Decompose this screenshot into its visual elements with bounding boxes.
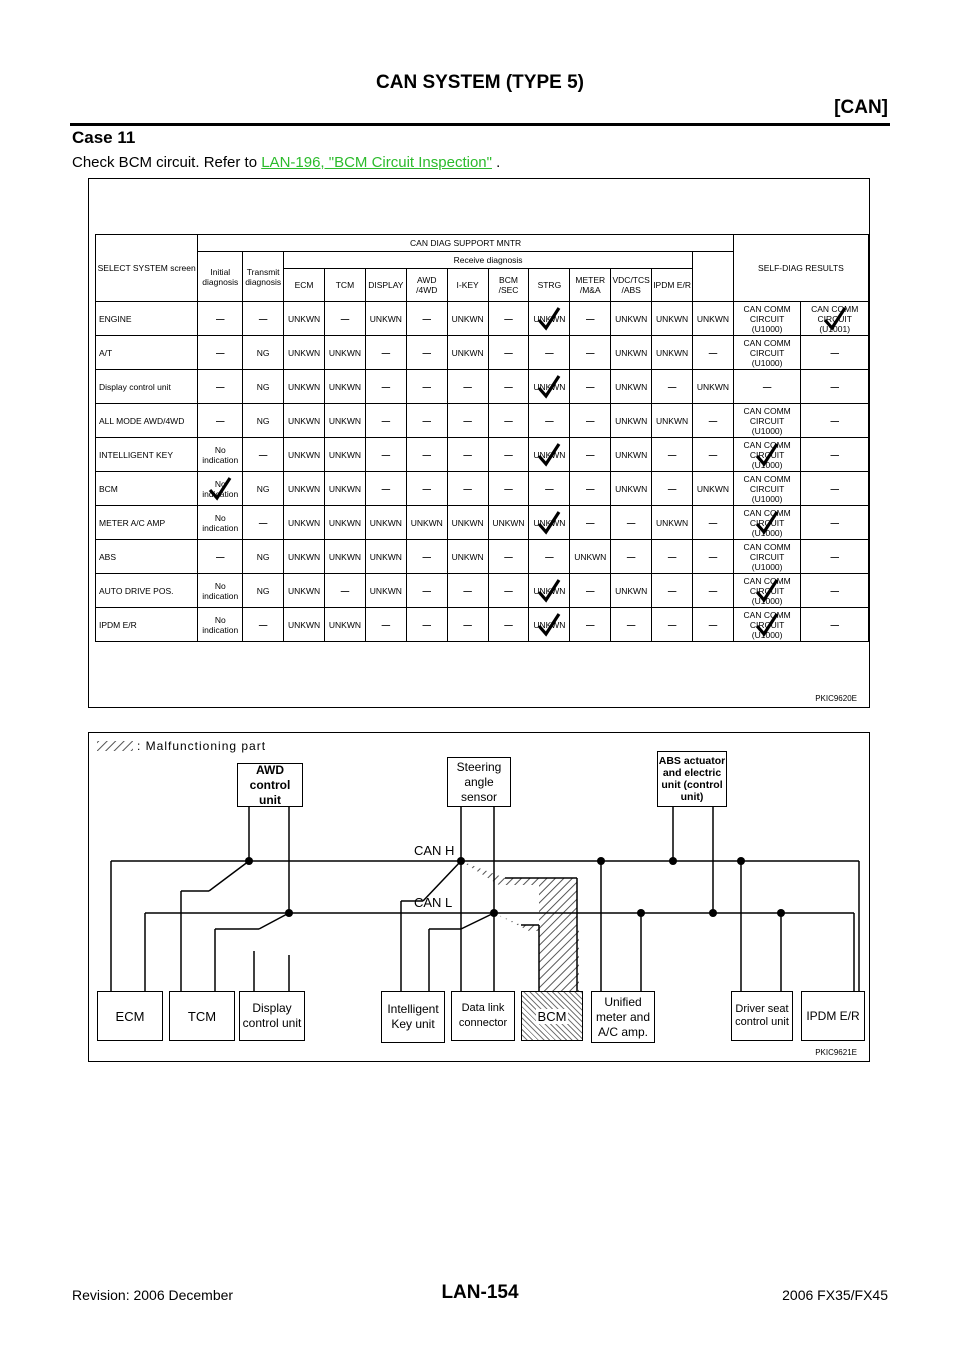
header-rule (70, 123, 890, 126)
diag-cell: — (488, 540, 529, 574)
diag-cell: — (243, 608, 284, 642)
diag-cell: UNKWN (611, 370, 652, 404)
diag-cell: — (652, 608, 693, 642)
diag-cell: — (611, 540, 652, 574)
diag-cell: — (406, 302, 447, 336)
case-title: Case 11 (72, 128, 136, 147)
header-column: METER /M&A (570, 269, 611, 302)
diag-cell: — (406, 404, 447, 438)
diag-cell: — (365, 370, 406, 404)
table-row (96, 574, 869, 608)
system-name: METER A/C AMP (96, 506, 198, 540)
diag-cell: UNKWN (325, 506, 366, 540)
check-mark-icon (755, 510, 779, 536)
header-column: BCM /SEC (488, 269, 529, 302)
footer-revision: Revision: 2006 December (72, 1287, 234, 1303)
diag-cell: UNKWN (325, 370, 366, 404)
diag-cell: — (447, 404, 488, 438)
diag-cell: — (198, 370, 243, 404)
header-column: STRG (529, 269, 570, 302)
diag-cell: — (198, 404, 243, 438)
diag-cell: UNKWN (652, 506, 693, 540)
can-h-label: CAN H (414, 843, 455, 858)
diag-cell: — (693, 540, 734, 574)
self-diag-cell: — (801, 336, 869, 370)
diag-cell: UNKWN (529, 370, 570, 404)
footer-model: 2006 FX35/FX45 (782, 1287, 888, 1303)
diag-cell: — (447, 574, 488, 608)
header-column: IPDM E/R (652, 269, 693, 302)
ecm-box: ECM (97, 991, 163, 1041)
diag-cell: — (529, 336, 570, 370)
diag-cell: — (652, 472, 693, 506)
diag-cell: — (365, 438, 406, 472)
diag-cell: — (488, 302, 529, 336)
self-diag-cell: CAN COMM CIRCUIT (U1000) (733, 608, 801, 642)
diag-cell: No indication (198, 438, 243, 472)
diag-cell: — (570, 506, 611, 540)
diag-cell: UNKWN (365, 574, 406, 608)
diag-cell: UNKWN (529, 438, 570, 472)
diag-cell: UNKWN (611, 438, 652, 472)
diag-cell: — (570, 608, 611, 642)
header-column: AWD /4WD (406, 269, 447, 302)
table-row (96, 336, 869, 370)
diag-cell: UNKWN (693, 370, 734, 404)
diag-cell: — (570, 472, 611, 506)
diag-cell: UNKWN (652, 336, 693, 370)
diag-cell: NG (243, 540, 284, 574)
diag-cell: UNKWN (611, 302, 652, 336)
abs-actuator-box: ABS actuator and electric unit (control unit) (657, 751, 727, 807)
self-diag-cell: CAN COMM CIRCUIT (U1000) (733, 336, 801, 370)
table-row (96, 506, 869, 540)
self-diag-cell: — (801, 472, 869, 506)
diag-cell: — (406, 472, 447, 506)
diag-cell: UNKWN (365, 506, 406, 540)
check-mark-icon (537, 612, 561, 638)
check-mark-icon (208, 476, 232, 502)
table-row (96, 540, 869, 574)
diag-cell: UNKWN (325, 540, 366, 574)
diag-cell: UNKWN (325, 438, 366, 472)
self-diag-cell: CAN COMM CIRCUIT (U1000) (733, 574, 801, 608)
can-diag-table (95, 234, 869, 642)
diag-cell: UNKWN (611, 472, 652, 506)
diag-cell: — (693, 438, 734, 472)
diag-cell: — (447, 370, 488, 404)
diag-cell: UNKWN (325, 336, 366, 370)
diag-cell: — (570, 336, 611, 370)
diag-cell: UNKWN (365, 302, 406, 336)
header-column: VDC/TCS /ABS (611, 269, 652, 302)
table-row (96, 608, 869, 642)
diag-cell: — (365, 336, 406, 370)
diag-cell: UNKWN (447, 302, 488, 336)
diag-cell: — (693, 574, 734, 608)
self-diag-cell: — (801, 404, 869, 438)
diag-cell: — (570, 404, 611, 438)
diag-cell: UNKWN (284, 404, 325, 438)
diag-cell: — (447, 472, 488, 506)
diag-cell: — (365, 608, 406, 642)
diag-cell: — (198, 540, 243, 574)
intelligent-key-unit-box: Intelligent Key unit (381, 991, 445, 1043)
diag-cell: UNKWN (611, 336, 652, 370)
diag-cell: — (570, 302, 611, 336)
diag-cell: — (406, 438, 447, 472)
system-name: ABS (96, 540, 198, 574)
diag-cell: — (325, 302, 366, 336)
header-select-system: SELECT SYSTEM screen (96, 235, 198, 302)
diag-cell: UNKWN (447, 540, 488, 574)
check-mark-icon (537, 306, 561, 332)
diag-cell: NG (243, 404, 284, 438)
check-mark-icon (537, 510, 561, 536)
check-mark-icon (823, 306, 847, 332)
diag-cell: — (652, 540, 693, 574)
page-title: CAN SYSTEM (TYPE 5) (376, 72, 584, 93)
table-row (96, 370, 869, 404)
diag-cell: UNKWN (611, 574, 652, 608)
diag-cell: — (652, 370, 693, 404)
diag-cell: UNKWN (488, 506, 529, 540)
diag-cell: UNKWN (406, 506, 447, 540)
diag-cell: No indication (198, 608, 243, 642)
system-name: AUTO DRIVE POS. (96, 574, 198, 608)
instruction-text (72, 154, 500, 171)
diag-cell: — (488, 472, 529, 506)
diag-cell: UNKWN (284, 540, 325, 574)
legend-hatch-sample (97, 741, 133, 751)
diag-cell: — (488, 404, 529, 438)
instruction-suffix: . (491, 154, 501, 171)
section-label: [CAN] (834, 97, 888, 118)
table-row (96, 472, 869, 506)
diag-cell: — (488, 336, 529, 370)
diag-cell: — (447, 438, 488, 472)
header-column: ECM (284, 269, 325, 302)
instruction-prefix: Check BCM circuit. Refer to (72, 154, 262, 171)
header-self-diag: SELF-DIAG RESULTS (733, 235, 868, 302)
self-diag-cell: CAN COMM CIRCUIT (U1001) (801, 302, 869, 336)
diag-cell: — (570, 574, 611, 608)
diag-cell: — (447, 608, 488, 642)
system-name: ENGINE (96, 302, 198, 336)
legend-text: : Malfunctioning part (137, 739, 267, 753)
driver-seat-control-unit-box: Driver seat control unit (731, 991, 793, 1041)
awd-control-unit-box: AWD control unit (237, 763, 303, 807)
system-name: IPDM E/R (96, 608, 198, 642)
check-mark-icon (755, 578, 779, 604)
self-diag-cell: CAN COMM CIRCUIT (U1000) (733, 404, 801, 438)
bcm-circuit-inspection-link[interactable]: LAN-196, "BCM Circuit Inspection" (261, 154, 492, 171)
diag-cell: — (652, 574, 693, 608)
check-mark-icon (755, 612, 779, 638)
footer-page-number: LAN-154 (441, 1282, 519, 1303)
diag-cell: — (488, 438, 529, 472)
system-name: Display control unit (96, 370, 198, 404)
diag-cell: UNKWN (529, 608, 570, 642)
header-column: DISPLAY (365, 269, 406, 302)
diag-cell: UNKWN (652, 404, 693, 438)
table-row (96, 302, 869, 336)
header-column: I-KEY (447, 269, 488, 302)
unified-meter-box: Unified meter and A/C amp. (591, 991, 655, 1043)
diag-cell: — (365, 472, 406, 506)
diag-cell: — (406, 336, 447, 370)
diag-cell: — (406, 608, 447, 642)
check-mark-icon (537, 578, 561, 604)
diag-cell: UNKWN (529, 302, 570, 336)
diag-cell: UNKWN (284, 438, 325, 472)
check-mark-icon (537, 442, 561, 468)
self-diag-cell: CAN COMM CIRCUIT (U1000) (733, 540, 801, 574)
figure-code: PKIC9620E (815, 694, 857, 703)
diag-cell: — (365, 404, 406, 438)
diag-cell: UNKWN (570, 540, 611, 574)
diag-cell: — (243, 302, 284, 336)
data-link-connector-box: Data link connector (451, 991, 515, 1041)
self-diag-cell: — (801, 438, 869, 472)
self-diag-cell: CAN COMM CIRCUIT (U1000) (733, 506, 801, 540)
diag-cell: — (693, 608, 734, 642)
system-name: ALL MODE AWD/4WD (96, 404, 198, 438)
self-diag-cell: — (801, 370, 869, 404)
bcm-box: BCM (521, 991, 583, 1041)
diag-cell: — (570, 438, 611, 472)
table-row (96, 404, 869, 438)
system-name: BCM (96, 472, 198, 506)
diag-cell: — (406, 574, 447, 608)
display-control-unit-box: Display control unit (239, 991, 305, 1041)
header-column: TCM (325, 269, 366, 302)
diag-cell: UNKWN (325, 472, 366, 506)
diag-cell: UNKWN (447, 506, 488, 540)
diag-cell: UNKWN (284, 608, 325, 642)
diag-cell: — (198, 302, 243, 336)
diag-cell: UNKWN (447, 336, 488, 370)
diag-cell: No indication (198, 574, 243, 608)
diag-cell: — (406, 540, 447, 574)
diag-cell: No indication (198, 506, 243, 540)
diag-cell: — (488, 370, 529, 404)
diag-cell: No indication (198, 472, 243, 506)
steering-angle-sensor-box: Steering angle sensor (447, 757, 511, 807)
diag-cell: — (693, 404, 734, 438)
system-name: INTELLIGENT KEY (96, 438, 198, 472)
diag-cell: NG (243, 336, 284, 370)
diag-cell: UNKWN (611, 404, 652, 438)
figure-code: PKIC9621E (815, 1048, 857, 1057)
diag-cell: UNKWN (529, 574, 570, 608)
diag-cell: — (325, 574, 366, 608)
self-diag-cell: — (733, 370, 801, 404)
system-name: A/T (96, 336, 198, 370)
diag-cell: — (693, 506, 734, 540)
header-transmit-diagnosis: Transmit diagnosis (243, 252, 284, 302)
diag-cell: — (243, 506, 284, 540)
diagnosis-table-figure (88, 178, 870, 708)
diag-cell: UNKWN (284, 574, 325, 608)
header-receive-diagnosis: Receive diagnosis (284, 252, 693, 269)
table-row (96, 438, 869, 472)
diag-cell: UNKWN (652, 302, 693, 336)
diag-cell: — (488, 574, 529, 608)
self-diag-cell: — (801, 574, 869, 608)
diag-cell: UNKWN (325, 404, 366, 438)
diag-cell: UNKWN (284, 370, 325, 404)
diag-cell: — (693, 336, 734, 370)
check-mark-icon (755, 442, 779, 468)
diag-cell: UNKWN (529, 506, 570, 540)
diag-cell: NG (243, 472, 284, 506)
can-l-label: CAN L (414, 895, 453, 910)
diag-cell: NG (243, 574, 284, 608)
diag-cell: UNKWN (365, 540, 406, 574)
diag-cell: UNKWN (693, 472, 734, 506)
diag-cell: UNKWN (693, 302, 734, 336)
diag-cell: UNKWN (284, 302, 325, 336)
self-diag-cell: CAN COMM CIRCUIT (U1000) (733, 438, 801, 472)
diag-cell: UNKWN (284, 472, 325, 506)
diag-cell: UNKWN (325, 608, 366, 642)
diag-cell: — (652, 438, 693, 472)
self-diag-cell: — (801, 506, 869, 540)
self-diag-cell: — (801, 540, 869, 574)
diag-cell: NG (243, 370, 284, 404)
self-diag-cell: — (801, 608, 869, 642)
diag-cell: — (243, 438, 284, 472)
diag-cell: — (611, 608, 652, 642)
diag-cell: — (529, 540, 570, 574)
diag-cell: — (488, 608, 529, 642)
diag-cell: UNKWN (284, 336, 325, 370)
tcm-box: TCM (169, 991, 235, 1041)
diag-cell: — (406, 370, 447, 404)
diag-cell: — (611, 506, 652, 540)
header-can-diag: CAN DIAG SUPPORT MNTR (198, 235, 734, 252)
can-wiring-diagram (88, 732, 870, 1062)
diag-cell: — (570, 370, 611, 404)
diag-cell: — (529, 472, 570, 506)
ipdm-er-box: IPDM E/R (801, 991, 865, 1041)
diag-cell: — (198, 336, 243, 370)
self-diag-cell: CAN COMM CIRCUIT (U1000) (733, 472, 801, 506)
diag-cell: UNKWN (284, 506, 325, 540)
self-diag-cell: CAN COMM CIRCUIT (U1000) (733, 302, 801, 336)
diag-cell: — (529, 404, 570, 438)
header-initial-diagnosis: Initial diagnosis (198, 252, 243, 302)
check-mark-icon (537, 374, 561, 400)
